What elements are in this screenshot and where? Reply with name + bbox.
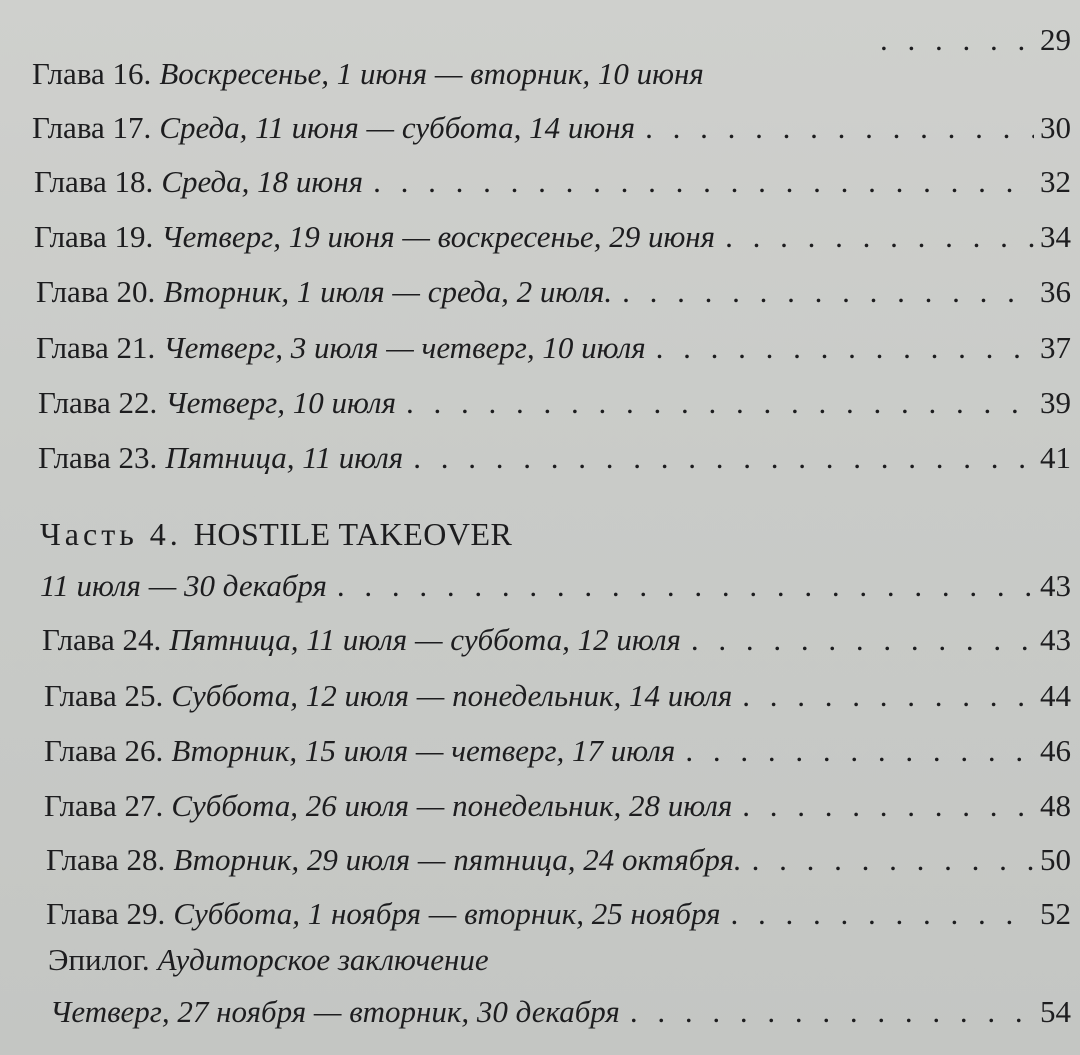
- page-number: 54: [1040, 994, 1071, 1029]
- dot-leader: [731, 892, 1034, 936]
- dot-leader: [685, 729, 1034, 773]
- toc-entry-chapter-23: [38, 436, 1080, 480]
- part-label: Часть 4.: [40, 516, 182, 552]
- part-title: HOSTILE TAKEOVER: [193, 516, 513, 552]
- chapter-title: Вторник, 29 июля — пятница, 24 октября.: [173, 842, 742, 877]
- page-number: 34: [1040, 219, 1071, 254]
- page-number: 50: [1040, 842, 1071, 877]
- epilog-heading: [48, 938, 489, 982]
- toc-entry-chapter-17: [32, 106, 1080, 150]
- page-number: 43: [1040, 622, 1071, 657]
- page-number: 30: [1040, 110, 1071, 145]
- part-dates-entry: [40, 564, 1080, 608]
- page-number: 36: [1040, 274, 1071, 309]
- chapter-label: Глава 20.: [36, 274, 156, 309]
- chapter-title: Вторник, 15 июля — четверг, 17 июля: [171, 733, 676, 768]
- dot-leader: [752, 838, 1034, 882]
- page-number: 41: [1040, 440, 1071, 475]
- dot-leader: [645, 106, 1034, 150]
- part-heading: [40, 512, 512, 556]
- chapter-title: Суббота, 1 ноября — вторник, 25 ноября: [173, 896, 721, 931]
- epilog-dates: Четверг, 27 ноября — вторник, 30 декабря: [50, 994, 620, 1029]
- toc-entry-chapter-25: [44, 674, 1080, 718]
- chapter-label: Глава 24.: [42, 622, 162, 657]
- page-number: 37: [1040, 330, 1071, 365]
- dot-leader: [337, 564, 1034, 608]
- page-number: 29: [1040, 22, 1071, 57]
- dot-leader: [622, 270, 1034, 314]
- chapter-title: Суббота, 26 июля — понедельник, 28 июля: [171, 788, 733, 823]
- toc-entry-chapter-21: [36, 326, 1080, 370]
- dot-leader: [413, 436, 1034, 480]
- chapter-title: Пятница, 11 июля — суббота, 12 июля: [169, 622, 681, 657]
- dot-leader: [373, 160, 1034, 204]
- toc-entry-chapter-29: [46, 892, 1080, 936]
- dot-leader: [691, 618, 1034, 662]
- chapter-title: Пятница, 11 июля: [165, 440, 404, 475]
- chapter-label: Глава 18.: [34, 164, 154, 199]
- chapter-label: Глава 19.: [34, 219, 154, 254]
- chapter-title: Четверг, 10 июля: [165, 385, 396, 420]
- page-number: 43: [1040, 568, 1071, 603]
- chapter-label: Глава 22.: [38, 385, 158, 420]
- chapter-label: Глава 28.: [46, 842, 166, 877]
- dot-leader: [725, 215, 1034, 259]
- toc-entry-chapter-24: [42, 618, 1080, 662]
- chapter-title: Среда, 11 июня — суббота, 14 июня: [159, 110, 636, 145]
- chapter-label: Глава 17.: [32, 110, 152, 145]
- chapter-label: Глава 21.: [36, 330, 156, 365]
- page-number: 48: [1040, 788, 1071, 823]
- chapter-label: Глава 29.: [46, 896, 166, 931]
- epilog-title: Аудиторское заключение: [157, 942, 489, 977]
- toc-entry-chapter-28: [46, 838, 1080, 882]
- toc-entry-chapter-22: [38, 381, 1080, 425]
- dot-leader: [742, 784, 1034, 828]
- chapter-title: Среда, 18 июня: [161, 164, 364, 199]
- chapter-label: Глава 16.: [32, 56, 152, 91]
- dot-leader: [742, 674, 1034, 718]
- chapter-label: Глава 27.: [44, 788, 164, 823]
- dot-leader: [406, 381, 1034, 425]
- chapter-title: Воскресенье, 1 июня — вторник, 10 июня: [159, 56, 704, 91]
- epilog-dates-entry: [50, 990, 1080, 1034]
- page-number: 46: [1040, 733, 1071, 768]
- toc-entry-chapter-18: [34, 160, 1080, 204]
- toc-entry-chapter-20: [36, 270, 1080, 314]
- toc-entry-chapter-19: [34, 215, 1080, 259]
- page-number: 39: [1040, 385, 1071, 420]
- chapter-title: Четверг, 19 июня — воскресенье, 29 июня: [161, 219, 716, 254]
- page-number: 52: [1040, 896, 1071, 931]
- chapter-label: Глава 25.: [44, 678, 164, 713]
- chapter-title: Суббота, 12 июля — понедельник, 14 июля: [171, 678, 733, 713]
- chapter-label: Глава 23.: [38, 440, 158, 475]
- chapter-title: Вторник, 1 июля — среда, 2 июля.: [163, 274, 613, 309]
- epilog-label: Эпилог.: [48, 942, 150, 977]
- toc-entry-chapter-26: [44, 729, 1080, 773]
- page-number: 32: [1040, 164, 1071, 199]
- dot-leader: [630, 990, 1034, 1034]
- page-number: 44: [1040, 678, 1071, 713]
- toc-entry-chapter-27: [44, 784, 1080, 828]
- toc-entry-chapter-16: [32, 52, 1080, 96]
- chapter-label: Глава 26.: [44, 733, 164, 768]
- chapter-title: Четверг, 3 июля — четверг, 10 июля: [163, 330, 646, 365]
- part-dates: 11 июля — 30 декабря: [40, 568, 327, 603]
- dot-leader: [656, 326, 1034, 370]
